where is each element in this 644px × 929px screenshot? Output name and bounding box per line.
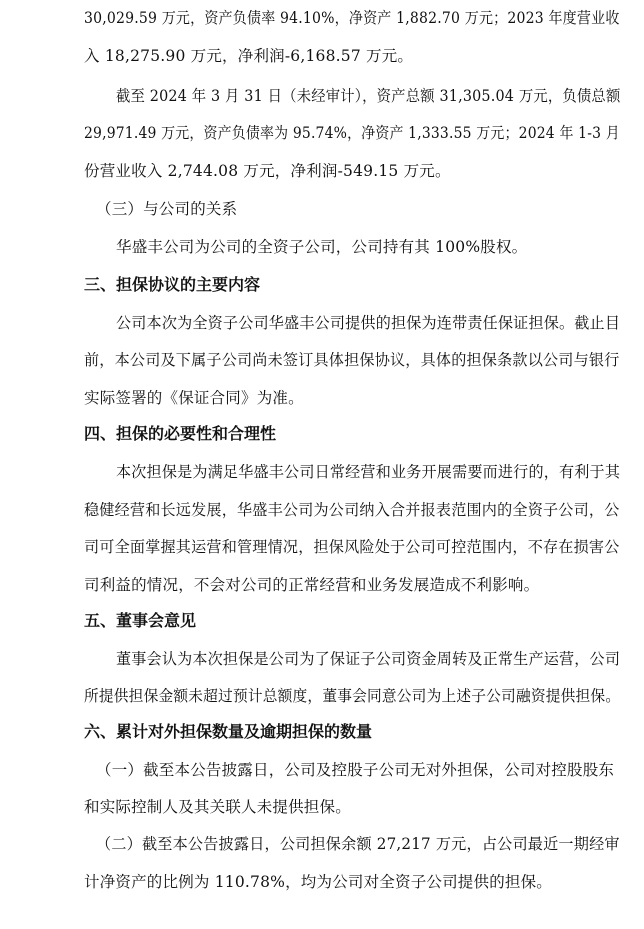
paragraph-line: 所提供担保金额未超过预计总额度，董事会同意公司为上述子公司融资提供担保。 bbox=[84, 687, 621, 705]
paragraph-line: 截至 2024 年 3 月 31 日（未经审计），资产总额 31,305.04 万元，负债总额 bbox=[116, 87, 621, 105]
paragraph-line: 计净资产的比例为 110.78%，均为公司对全资子公司提供的担保。 bbox=[84, 873, 552, 891]
section-heading: 三、担保协议的主要内容 bbox=[84, 275, 261, 294]
paragraph-line: 司可全面掌握其运营和管理情况，担保风险处于公司可控范围内，不存在损害公 bbox=[84, 538, 620, 556]
section-heading: 六、累计对外担保数量及逾期担保的数量 bbox=[84, 722, 373, 741]
paragraph-line: 份营业收入 2,744.08 万元，净利润-549.15 万元。 bbox=[84, 162, 451, 180]
paragraph-line: 和实际控制人及其关联人未提供担保。 bbox=[84, 798, 351, 816]
paragraph-line: 实际签署的《保证合同》为准。 bbox=[84, 389, 304, 407]
paragraph-line: 公司本次为全资子公司华盛丰公司提供的担保为连带责任保证担保。截止目 bbox=[116, 314, 621, 332]
paragraph-line: 董事会认为本次担保是公司为了保证子公司资金周转及正常生产运营，公司 bbox=[116, 650, 621, 668]
paragraph-line: （一）截至本公告披露日，公司及控股子公司无对外担保，公司对控股股东 bbox=[96, 761, 615, 779]
section-heading: 四、担保的必要性和合理性 bbox=[84, 424, 277, 443]
section-heading: 五、董事会意见 bbox=[84, 611, 197, 630]
paragraph-line: 司利益的情况，不会对公司的正常经营和业务发展造成不利影响。 bbox=[84, 576, 540, 594]
subsection-title: （三）与公司的关系 bbox=[96, 200, 238, 218]
paragraph-line: 华盛丰公司为公司的全资子公司，公司持有其 100%股权。 bbox=[116, 238, 528, 256]
paragraph-line: 本次担保是为满足华盛丰公司日常经营和业务开展需要而进行的，有利于其 bbox=[116, 463, 621, 481]
paragraph-line: 稳健经营和长远发展，华盛丰公司为公司纳入合并报表范围内的全资子公司，公 bbox=[84, 501, 620, 519]
paragraph-line: （二）截至本公告披露日，公司担保余额 27,217 万元，占公司最近一期经审 bbox=[96, 835, 620, 853]
paragraph-line: 入 18,275.90 万元，净利润-6,168.57 万元。 bbox=[84, 47, 414, 65]
paragraph-line: 29,971.49 万元，资产负债率为 95.74%，净资产 1,333.55 万元；2024 年 1-3 月 bbox=[84, 124, 620, 142]
paragraph-line: 前，本公司及下属子公司尚未签订具体担保协议，具体的担保条款以公司与银行 bbox=[84, 351, 620, 369]
paragraph-line: 30,029.59 万元，资产负债率 94.10%，净资产 1,882.70 万元；2023 年度营业收 bbox=[84, 9, 620, 27]
